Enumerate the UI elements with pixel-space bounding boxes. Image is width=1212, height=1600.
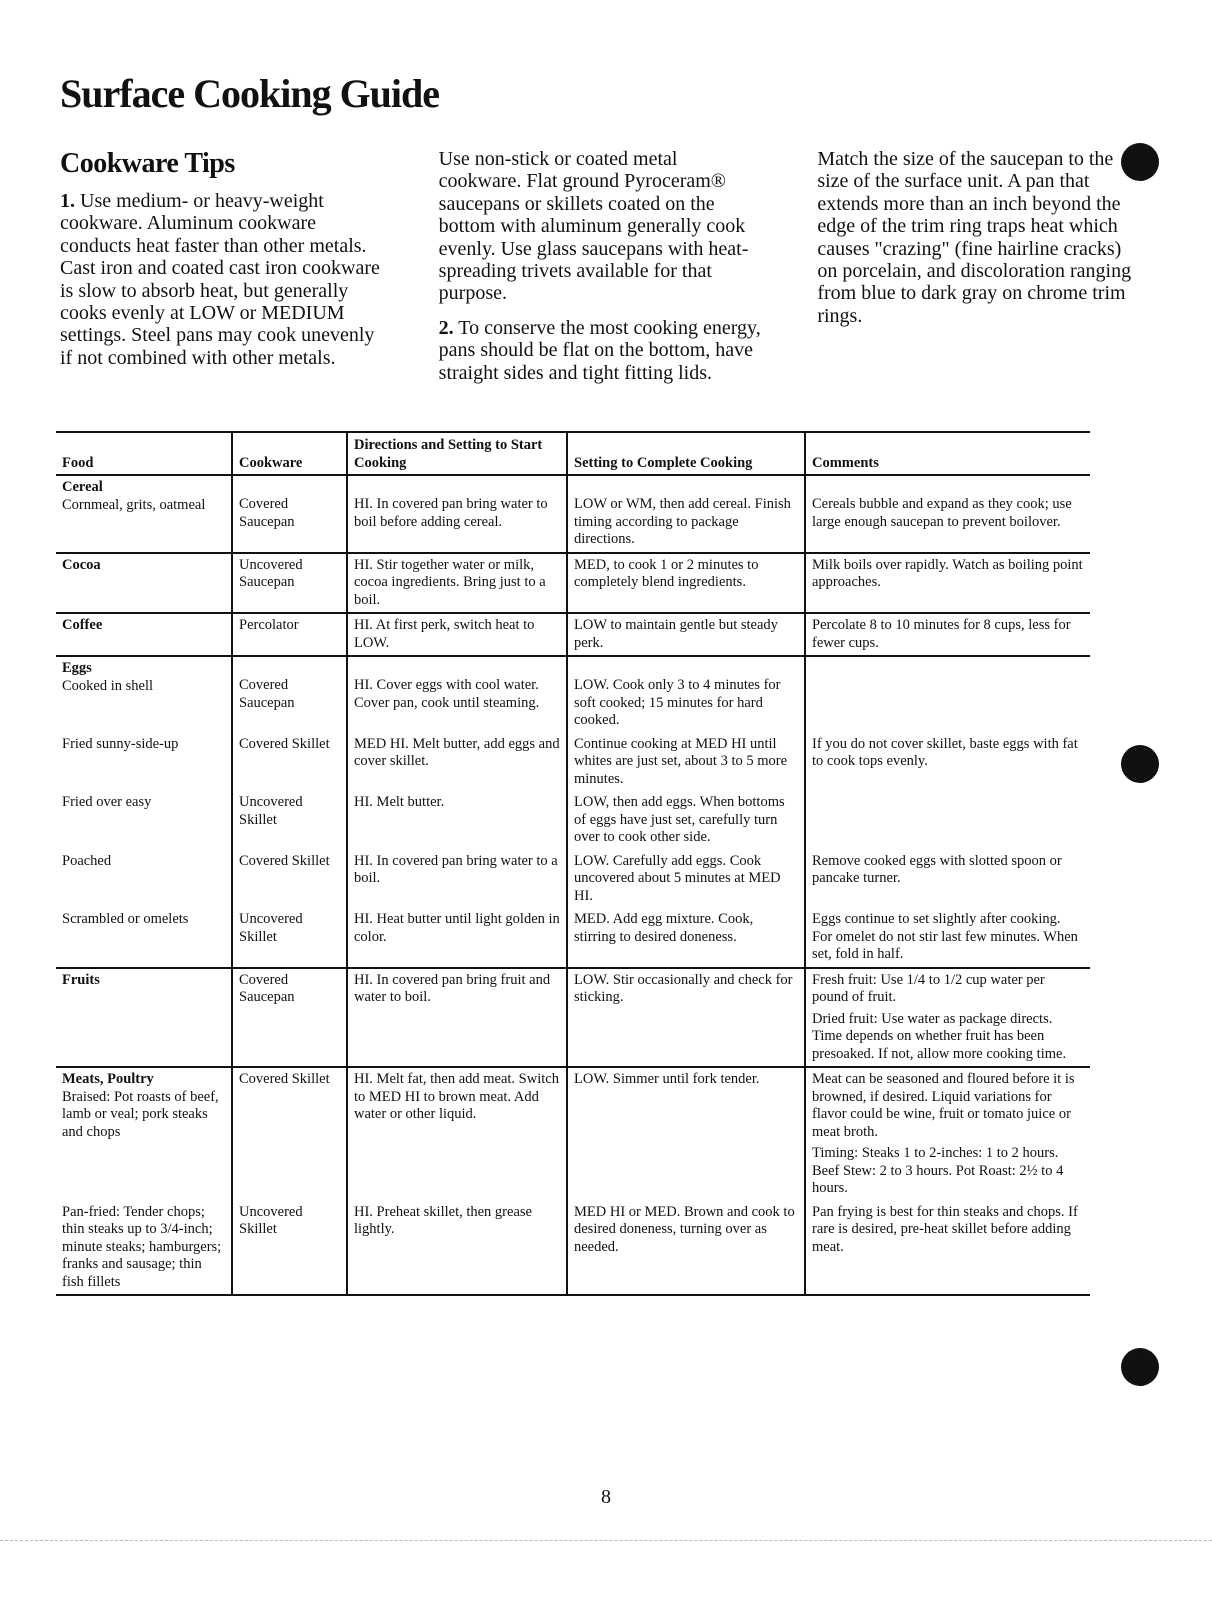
binder-hole-bottom [1121, 1348, 1159, 1386]
directions-cell [347, 656, 567, 733]
food-cell: Scrambled or omelets [56, 908, 232, 968]
surface-cooking-table [56, 431, 1090, 1296]
category-label: Cocoa [62, 556, 101, 573]
cookware-cell: Covered Skillet [232, 1067, 347, 1201]
binder-hole-top [1121, 143, 1159, 181]
directions-cell [347, 475, 567, 553]
comments-cell [805, 656, 1090, 733]
comments-cell [805, 1067, 1090, 1201]
table-row-cereal [56, 475, 1090, 553]
food-cell [56, 475, 232, 553]
cookware-cell: Covered Skillet [232, 733, 347, 792]
directions-cell: MED HI. Melt butter, add eggs and cover skillet. [347, 733, 567, 792]
directions-text: HI. Cover eggs with cool water. Cover pan, cook until steaming. [354, 677, 540, 711]
tip-1 [60, 190, 383, 369]
food-cell [56, 1067, 232, 1201]
setting-cell: LOW, then add eggs. When bottoms of eggs have just set, carefully turn over to cook other side. [567, 791, 805, 850]
directions-cell: HI. Preheat skillet, then grease lightly. [347, 1201, 567, 1296]
cookware-cell: Percolator [232, 613, 347, 656]
directions-cell: HI. Melt fat, then add meat. Switch to MED HI to brown meat. Add water or other liquid. [347, 1067, 567, 1201]
header-food: Food [56, 432, 232, 475]
cookware-cell [232, 475, 347, 553]
tip-2-text: To conserve the most cooking energy, pans should be flat on the bottom, have straight sides and tight fitting lids. Match the size of the saucepan to the size of the surface unit. A pan that extends more than an inch beyond the edge of the trim ring traps heat which causes "crazing" (fine hairline cracks) on porcelain, and discoloration ranging from blue to dark gray on chrome trim rings. [438, 148, 1132, 384]
directions-cell: HI. Heat butter until light golden in color. [347, 908, 567, 968]
comments-text: Dried fruit: Use water as package directs. Time depends on whether fruit has been presoaked. If not, allow more cooking time. [812, 1010, 1067, 1062]
food-cell: Poached [62, 852, 112, 869]
header-comments: Comments [805, 432, 1090, 475]
cookware-cell: Covered Skillet [232, 850, 347, 909]
cookware-cell: Uncovered Skillet [232, 791, 347, 850]
food-cell [56, 656, 232, 733]
directions-cell: HI. In covered pan bring fruit and water to boil. [347, 968, 567, 1068]
page-title: Surface Cooking Guide [60, 71, 440, 116]
setting-cell: Continue cooking at MED HI until whites are just set, about 3 to 5 more minutes. [567, 733, 805, 792]
setting-text: LOW. Cook only 3 to 4 minutes for soft cooked; 15 minutes for hard cooked. [574, 677, 781, 728]
table-header-row [56, 432, 1090, 475]
category-label: Fruits [62, 971, 100, 988]
food-label: Cooked in shell [62, 677, 154, 694]
setting-cell: LOW. Carefully add eggs. Cook uncovered about 5 minutes at MED HI. [567, 850, 805, 909]
comments-text: Timing: Steaks 1 to 2-inches: 1 to 2 hours. Beef Stew: 2 to 3 hours. Pot Roast: 2½ to 4 hours. [812, 1145, 1064, 1196]
tip-1-text: Use medium- or heavy-weight cookware. Aluminum cookware conducts heat faster than other metals. Cast iron and coated cast iron cookware is slow to absorb heat, but generally cooks evenly at LOW or MEDIUM settings. Steel pans may cook unevenly if not combined with other metals. [60, 190, 380, 369]
comments-cell [805, 475, 1090, 553]
table-row-cocoa [56, 553, 1090, 614]
table-row-coffee [56, 613, 1090, 656]
header-cookware: Cookware [232, 432, 347, 475]
setting-cell: LOW. Simmer until fork tender. [567, 1067, 805, 1201]
category-label: Coffee [62, 617, 103, 633]
setting-cell: MED. Add egg mixture. Cook, stirring to desired doneness. [567, 908, 805, 968]
cookware-text: Covered Saucepan [239, 677, 295, 711]
table-row-eggs-over-easy [56, 791, 1090, 850]
table-row-eggs-scrambled [56, 908, 1090, 968]
tip-1-continued: Use non-stick or coated metal cookware. Flat ground Pyroceram® saucepans or skillets coated on the bottom with aluminum generally cook evenly. Use glass saucepans with heat-spreading trivets available for that purpose. [438, 148, 749, 305]
food-cell [56, 553, 232, 614]
setting-cell: LOW. Stir occasionally and check for sticking. [567, 968, 805, 1068]
category-label: Meats, Poultry [62, 1071, 154, 1087]
comments-cell: If you do not cover skillet, baste eggs with fat to cook tops evenly. [805, 733, 1090, 792]
comments-cell: Eggs continue to set slightly after cooking. For omelet do not stir last few minutes. When set, fold in half. [805, 908, 1090, 968]
cookware-text: Covered Saucepan [239, 496, 295, 530]
comments-text: Meat can be seasoned and floured before it is browned, if desired. Liquid variations for flavor could be wine, fruit or tomato juice or meat broth. [812, 1071, 1075, 1140]
category-label: Eggs [62, 660, 92, 676]
setting-cell [567, 656, 805, 733]
directions-cell: HI. At first perk, switch heat to LOW. [347, 613, 567, 656]
tip-2-number: 2. [438, 316, 454, 339]
table-row-eggs-sunny [56, 733, 1090, 792]
cookware-cell: Uncovered Saucepan [232, 553, 347, 614]
cookware-cell: Uncovered Skillet [232, 1201, 347, 1296]
comments-text: Cereals bubble and expand as they cook; use large enough saucepan to prevent boilover. [812, 496, 1072, 530]
binder-hole-middle [1121, 745, 1159, 783]
table-row-meats-pan-fried [56, 1201, 1090, 1296]
cookware-cell: Uncovered Skillet [232, 908, 347, 968]
setting-text: LOW or WM, then add cereal. Finish timing according to package directions. [574, 496, 791, 547]
directions-cell: HI. In covered pan bring water to a boil. [347, 850, 567, 909]
setting-cell: LOW to maintain gentle but steady perk. [567, 613, 805, 656]
comments-cell: Remove cooked eggs with slotted spoon or pancake turner. [805, 850, 1090, 909]
setting-cell: MED HI or MED. Brown and cook to desired doneness, turning over as needed. [567, 1201, 805, 1296]
table-row-fruits [56, 968, 1090, 1068]
directions-cell: HI. Stir together water or milk, cocoa ingredients. Bring just to a boil. [347, 553, 567, 614]
setting-cell [567, 475, 805, 553]
table-row-eggs-poached [56, 850, 1090, 909]
cookware-tips-section [60, 148, 1140, 398]
food-cell [56, 968, 232, 1068]
comments-text: Fresh fruit: Use 1/4 to 1/2 cup water per pound of fruit. [812, 971, 1045, 1005]
tip-1-number: 1. [60, 190, 75, 212]
food-cell: Pan-fried: Tender chops; thin steaks up to 3/4-inch; minute steaks; hamburgers; franks and sausage; thin fish fillets [56, 1201, 232, 1296]
food-cell [56, 613, 232, 656]
cookware-cell [232, 656, 347, 733]
page-number: 8 [601, 1486, 611, 1508]
food-label: Cornmeal, grits, oatmeal [62, 496, 206, 513]
comments-cell [805, 791, 1090, 850]
category-label: Cereal [62, 479, 103, 495]
directions-text: HI. In covered pan bring water to boil before adding cereal. [354, 496, 548, 530]
food-cell: Fried sunny-side-up [62, 735, 179, 752]
cookware-cell: Covered Saucepan [232, 968, 347, 1068]
directions-cell: HI. Melt butter. [347, 791, 567, 850]
header-directions: Directions and Setting to Start Cooking [347, 432, 567, 475]
header-setting: Setting to Complete Cooking [567, 432, 805, 475]
food-label: Braised: Pot roasts of beef, lamb or veal; pork steaks and chops [62, 1088, 219, 1140]
food-cell: Fried over easy [62, 794, 152, 810]
bottom-divider [0, 1540, 1212, 1541]
setting-cell: MED, to cook 1 or 2 minutes to completely blend ingredients. [567, 553, 805, 614]
comments-cell: Percolate 8 to 10 minutes for 8 cups, less for fewer cups. [805, 613, 1090, 656]
comments-cell [805, 968, 1090, 1068]
comments-cell: Pan frying is best for thin steaks and chops. If rare is desired, pre-heat skillet before adding meat. [805, 1201, 1090, 1296]
table-row-eggs-shell [56, 656, 1090, 733]
cookware-tips-heading: Cookware Tips [60, 148, 235, 179]
table-row-meats-braised [56, 1067, 1090, 1201]
comments-cell: Milk boils over rapidly. Watch as boiling point approaches. [805, 553, 1090, 614]
